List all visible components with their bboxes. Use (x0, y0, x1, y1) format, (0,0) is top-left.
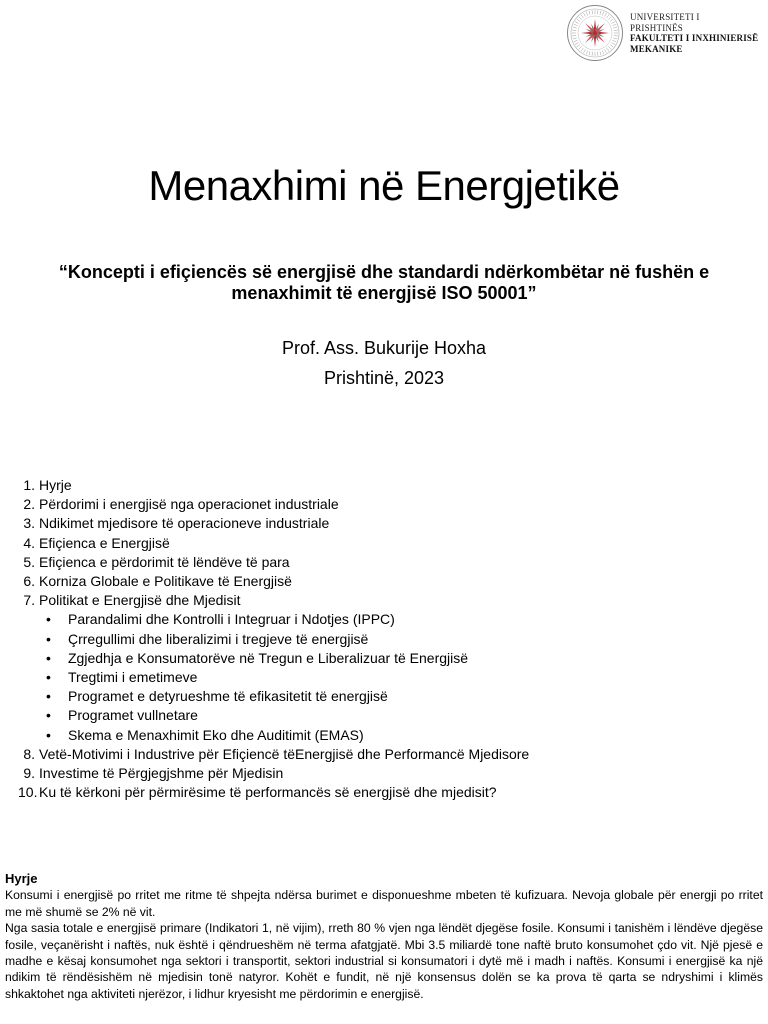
toc-number: 4. (23, 534, 35, 551)
toc-text: Ndikimet mjedisore të operacioneve industriale (39, 515, 330, 532)
bullet-icon: • (46, 669, 51, 686)
bullet-icon: • (46, 726, 51, 743)
document-title: Menaxhimi në Energjetikë (148, 162, 620, 209)
toc-subitem-text: Zgjedhja e Konsumatorëve në Tregun e Liberalizuar të Energjisë (68, 649, 469, 666)
toc-subitem (18, 687, 758, 706)
toc-subitem (18, 668, 758, 687)
toc-text: Hyrje (39, 477, 72, 493)
faculty-line-2: MEKANIKE (630, 43, 683, 54)
toc-number: 7. (23, 592, 35, 609)
toc-item (18, 514, 758, 533)
toc-text: Investime të Përgjegjshme për Mjedisin (39, 765, 284, 782)
toc-number: 3. (23, 515, 35, 532)
bullet-icon: • (46, 688, 51, 705)
toc-subitem (18, 610, 758, 629)
toc-text: Efiçienca e përdorimit të lëndëve të para (39, 553, 290, 570)
toc-subitem-text: Çrregullimi dhe liberalizimi i tregjeve të energjisë (68, 630, 369, 647)
toc-item (18, 783, 758, 802)
author-name: Prof. Ass. Bukurije Hoxha (281, 338, 487, 358)
bullet-icon: • (46, 707, 51, 724)
toc-subitem-text: Tregtimi i emetimeve (68, 669, 198, 686)
toc-subitem (18, 726, 758, 745)
toc-subitem (18, 649, 758, 668)
toc-subitem-text: Parandalimi dhe Kontrolli i Integruar i Ndotjes (IPPC) (68, 611, 395, 628)
university-seal-logo (566, 4, 624, 62)
table-of-contents (18, 476, 758, 802)
toc-item (18, 591, 758, 610)
document-subtitle: “Koncepti i efiçiencës së energjisë dhe standardi ndërkombëtar në fushën e menaxhimit të energjisë ISO 50001” (58, 262, 710, 303)
toc-number: 9. (23, 765, 35, 782)
faculty-line-1: FAKULTETI I INXHINIERISË (630, 33, 759, 43)
toc-subitem-text: Programet vullnetare (68, 707, 198, 724)
introduction-paragraph: Nga sasia totale e energjisë primare (Indikatori 1, në vijim), rreth 80 % vjen nga lëndët djegëse fosile. Konsumi i tanishëm i lëndëve djegëse fosile, veçanërisht i naftës, nuk është i qëndrueshëm në terma afatgjatë. Mbi 3.5 miliardë tone naftë bruto konsumohet çdo vit. Një pjesë e madhe e kësaj konsumohet nga sektori i transportit, sektori industrial si konsumatori i dytë më i madh i naftës. Konsumi i energjisë ka një ndikim të rëndësishëm në mjedisin tonë natyror. Kohët e fundit, në një konsensus dolën se ka prova të qarta se ndryshimi i klimës shkaktohet nga aktiviteti njerëzor, i lidhur kryesisht me përdorimin e energjisë. (5, 921, 763, 1001)
toc-text: Vetë-Motivimi i Industrive për Efiçiencë tëEnergjisë dhe Performancë Mjedisore (39, 745, 530, 762)
toc-sublist (18, 610, 758, 744)
toc-subitem (18, 630, 758, 649)
introduction-paragraph: Konsumi i energjisë po rritet me ritme të shpejta ndërsa burimet e disponueshme mbeten të kufizuara. Nevoja globale për energji po rritet me më shumë se 2% në vit. (5, 888, 763, 919)
toc-item (18, 764, 758, 783)
toc-number: 1. (23, 477, 35, 493)
toc-item (18, 745, 758, 764)
toc-text: Ku të kërkoni për përmirësime të performancës së energjisë dhe mjedisit? (39, 784, 497, 801)
bullet-icon: • (46, 611, 51, 628)
bullet-icon: • (46, 649, 51, 666)
bullet-icon: • (46, 630, 51, 647)
toc-subitem-text: Programet e detyrueshme të efikasitetit të energjisë (68, 688, 388, 705)
introduction-section (5, 871, 763, 1002)
toc-item (18, 476, 758, 495)
toc-subitem-text: Skema e Menaxhimit Eko dhe Auditimit (EMAS) (68, 726, 364, 743)
toc-subitem (18, 706, 758, 725)
toc-number: 6. (23, 573, 35, 590)
introduction-heading: Hyrje (5, 871, 38, 886)
toc-text: Korniza Globale e Politikave të Energjisë (39, 573, 292, 590)
toc-number: 2. (23, 496, 35, 513)
toc-item (18, 572, 758, 591)
toc-text: Efiçienca e Energjisë (39, 534, 170, 551)
toc-number: 5. (23, 553, 35, 570)
university-name (630, 12, 758, 54)
toc-number: 10. (18, 784, 38, 801)
toc-text: Përdorimi i energjisë nga operacionet industriale (39, 496, 339, 513)
toc-number: 8. (23, 745, 35, 762)
toc-item (18, 534, 758, 553)
toc-item (18, 495, 758, 514)
toc-item (18, 553, 758, 572)
toc-text: Politikat e Energjisë dhe Mjedisit (39, 592, 241, 609)
university-line-1: UNIVERSITETI I (630, 12, 700, 22)
university-line-2: PRISHTINËS (630, 22, 684, 33)
place-and-year: Prishtinë, 2023 (323, 368, 445, 388)
university-header (566, 4, 766, 64)
